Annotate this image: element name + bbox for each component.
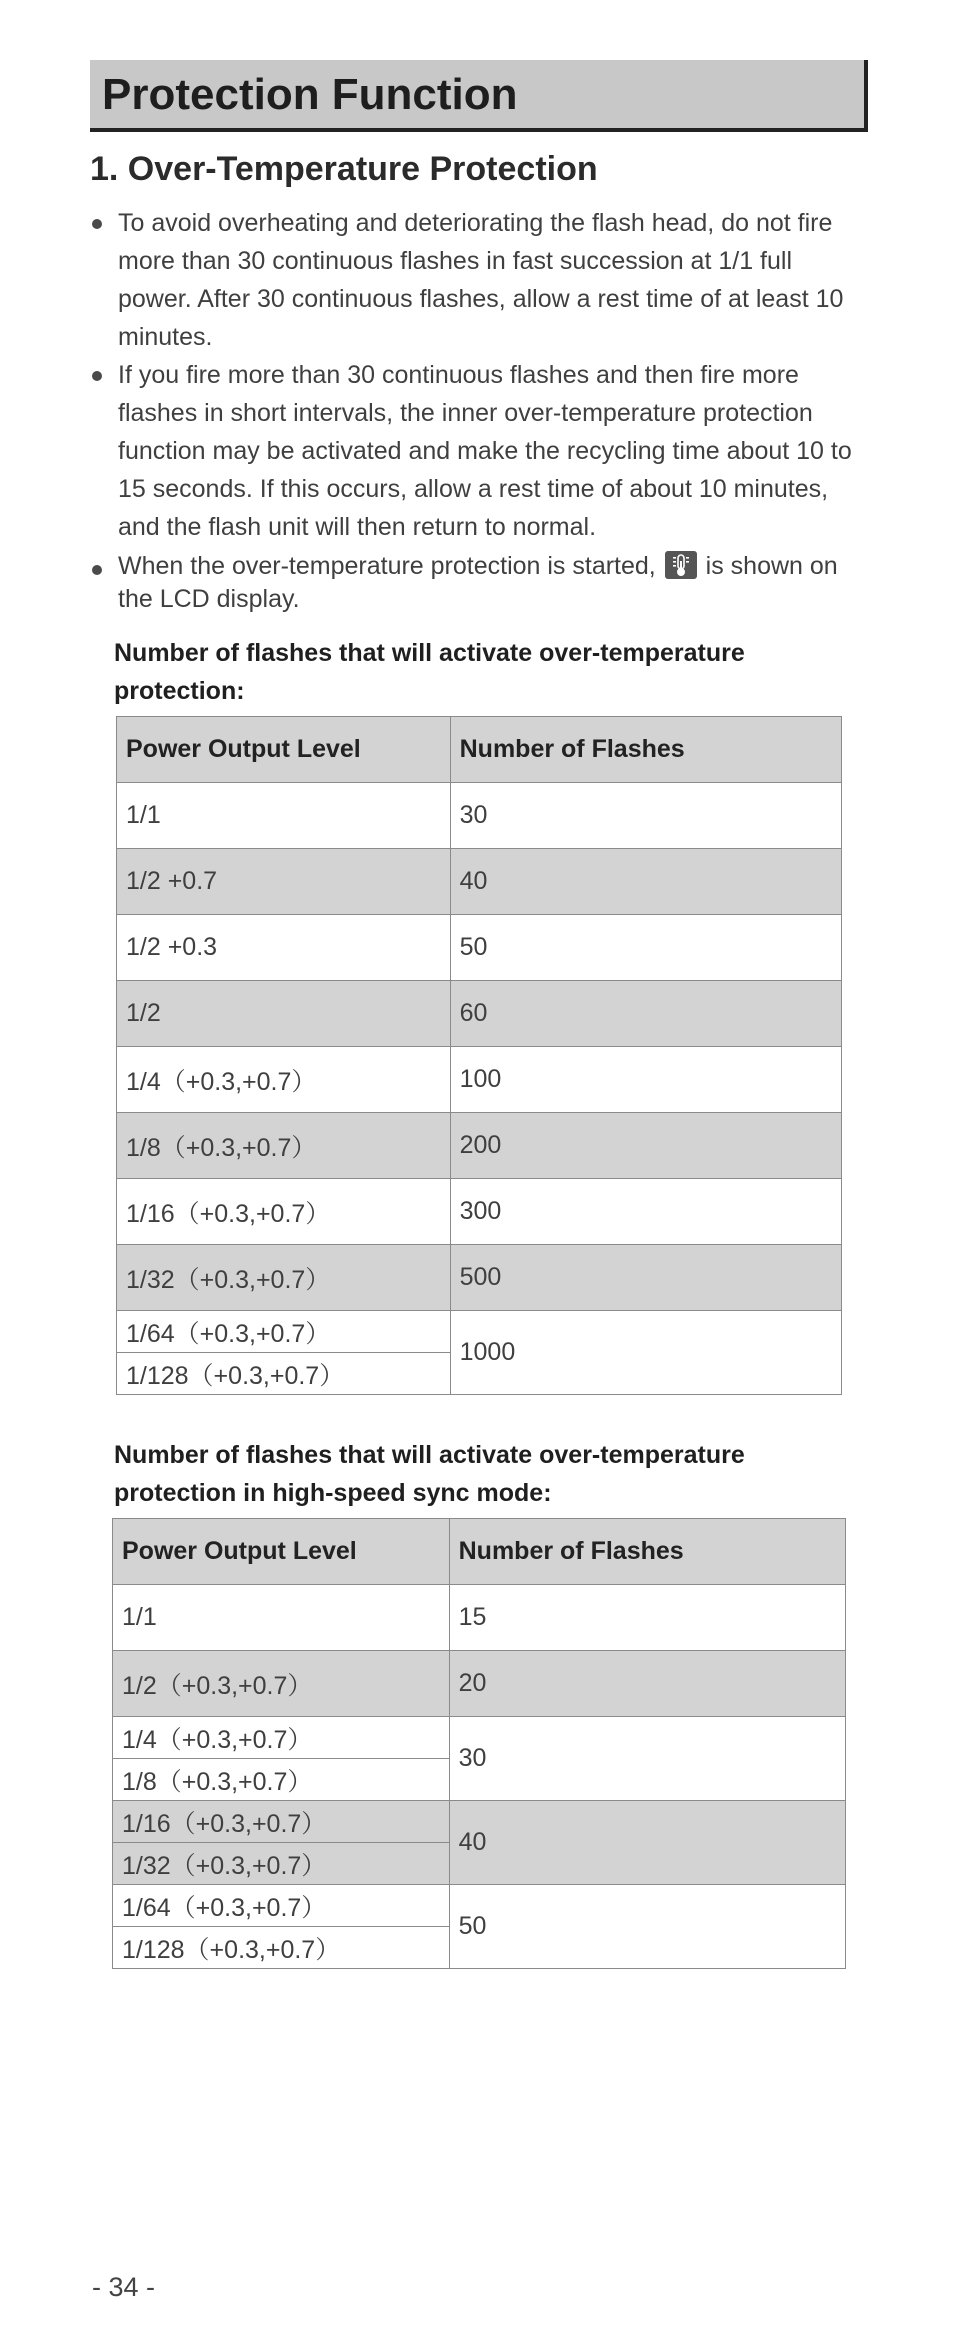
header-cell: Power Output Level [117, 717, 451, 783]
count-cell: 40 [450, 849, 841, 915]
level-cell: 1/1 [117, 783, 451, 849]
page-title-bar [90, 60, 868, 132]
table-header-row [113, 1519, 846, 1585]
page-number: - 34 - [92, 2272, 156, 2302]
table-row [113, 1717, 846, 1759]
count-cell: 100 [450, 1047, 841, 1113]
bullet-dot [92, 565, 102, 575]
bullet-text: is shown on the LCD display. [118, 552, 838, 613]
level-cell: 1/1 [113, 1585, 450, 1651]
table2-caption: Number of flashes that will activate over-temperature protection in high-speed sync mode: [114, 1441, 745, 1507]
level-cell: 1/8（+0.3,+0.7） [113, 1759, 450, 1801]
count-cell: 15 [449, 1585, 845, 1651]
level-cell: 1/8（+0.3,+0.7） [117, 1113, 451, 1179]
section-heading: 1. Over-Temperature Protection [90, 150, 598, 188]
table-row [113, 1651, 846, 1717]
level-cell: 1/64（+0.3,+0.7） [113, 1885, 450, 1927]
table-row [117, 981, 842, 1047]
count-cell: 200 [450, 1113, 841, 1179]
table-row [117, 783, 842, 849]
level-cell: 1/64（+0.3,+0.7） [117, 1311, 451, 1353]
table1-caption: Number of flashes that will activate over-temperature protection: [114, 639, 745, 705]
table-row [113, 1885, 846, 1927]
table-row [117, 1311, 842, 1353]
table-row [117, 915, 842, 981]
header-cell: Number of Flashes [449, 1519, 845, 1585]
merged-count-cell: 40 [449, 1801, 845, 1885]
over-temperature-thermometer-icon [665, 551, 697, 579]
bullet-text: When the over-temperature protection is started, [118, 552, 656, 580]
merged-count-cell: 1000 [450, 1311, 841, 1395]
level-cell: 1/16（+0.3,+0.7） [117, 1179, 451, 1245]
level-cell: 1/16（+0.3,+0.7） [113, 1801, 450, 1843]
bullet-dot [92, 371, 102, 381]
table1 [116, 716, 842, 1395]
count-cell: 300 [450, 1179, 841, 1245]
table2 [112, 1518, 846, 1969]
table-row [117, 849, 842, 915]
count-cell: 30 [450, 783, 841, 849]
bullet-item [90, 356, 870, 546]
table-header-row [117, 717, 842, 783]
count-cell: 60 [450, 981, 841, 1047]
table-row [117, 1113, 842, 1179]
page-title: Protection Function [102, 70, 518, 119]
table-row [117, 1245, 842, 1311]
level-cell: 1/128（+0.3,+0.7） [113, 1927, 450, 1969]
level-cell: 1/32（+0.3,+0.7） [117, 1245, 451, 1311]
bullet-list [90, 204, 870, 616]
level-cell: 1/2 +0.7 [117, 849, 451, 915]
table-row [113, 1585, 846, 1651]
count-cell: 20 [449, 1651, 845, 1717]
level-cell: 1/2 +0.3 [117, 915, 451, 981]
table-row [117, 1179, 842, 1245]
level-cell: 1/2（+0.3,+0.7） [113, 1651, 450, 1717]
table-row [113, 1801, 846, 1843]
level-cell: 1/4（+0.3,+0.7） [117, 1047, 451, 1113]
count-cell: 500 [450, 1245, 841, 1311]
table-row [117, 1047, 842, 1113]
header-cell: Number of Flashes [450, 717, 841, 783]
level-cell: 1/2 [117, 981, 451, 1047]
bullet-text: If you fire more than 30 continuous flashes and then fire more flashes in short intervals, the inner over-temperature protection function may be activated and make the recycling time about 10 to 15 seconds. If this occurs, allow a rest time of about 10 minutes, and the flash unit will then return to normal. [118, 361, 852, 541]
bullet-dot [92, 219, 102, 229]
level-cell: 1/4（+0.3,+0.7） [113, 1717, 450, 1759]
bullet-item [90, 204, 870, 356]
count-cell: 50 [450, 915, 841, 981]
bullet-item [90, 550, 870, 616]
level-cell: 1/32（+0.3,+0.7） [113, 1843, 450, 1885]
bullet-text: To avoid overheating and deteriorating the flash head, do not fire more than 30 continuous flashes in fast succession at 1/1 full power. After 30 continuous flashes, allow a rest time of at least 10 minutes. [118, 209, 844, 351]
header-cell: Power Output Level [113, 1519, 450, 1585]
merged-count-cell: 30 [449, 1717, 845, 1801]
merged-count-cell: 50 [449, 1885, 845, 1969]
level-cell: 1/128（+0.3,+0.7） [117, 1353, 451, 1395]
